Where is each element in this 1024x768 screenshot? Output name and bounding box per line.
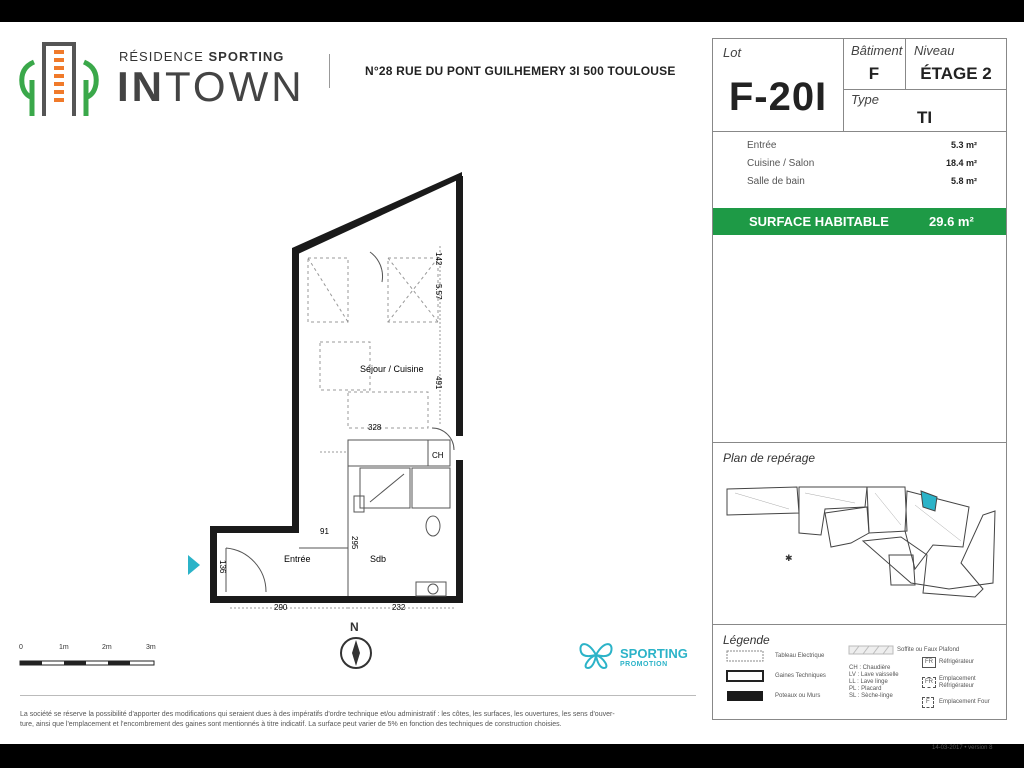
lot-label: Lot [723,45,742,60]
soffite-hatch-icon [849,646,893,656]
scale-label-3: 3m [146,644,156,651]
sporting-brand: SPORTING [620,646,688,661]
room-sdb-label: Sdb [370,554,387,564]
batiment-value: F [868,64,880,83]
plan-reperage-label: Plan de repérage [723,451,816,465]
residence-title [119,49,284,64]
room-area: 5.3 m² [950,140,977,150]
label-ch: CH [432,451,444,460]
abbrev-lv: LV : Lave vaisselle [849,672,899,678]
disclaimer [20,710,700,730]
type-value: TI [916,108,933,127]
abbrev-pl: PL : Placard [849,686,882,692]
legend-empl-refrig [939,676,976,690]
niveau-label: Niveau [914,43,955,58]
legend-f-box: F [922,697,934,708]
room-row [747,176,977,187]
room-name: Cuisine / Salon [747,158,815,169]
legend-soffite: Soffite ou Faux Plafond [897,647,960,653]
abbrev-ch: CH : Chaudière [849,665,891,671]
scale-label-0: 0 [19,644,23,651]
disclaimer-line-2: ture, ainsi que l'emplacement et l'encombrement des gaines sont mentionnés à titre indicatif. La surface peut varier de 5% en fonction des techniques de construction choisies. [20,721,562,728]
floor-plan [200,162,480,612]
batiment-label: Bâtiment [851,43,903,58]
legend-fr-box: FR [922,657,936,668]
surface-label: SURFACE HABITABLE [749,214,889,229]
map-marker-icon: ✱ [785,553,793,563]
entry-arrow-icon [188,555,202,575]
divider-legende [713,624,1006,625]
niveau-value: ÉTAGE 2 [920,64,992,83]
dim-142: 142 [434,252,443,266]
butterfly-logo-icon [578,640,616,670]
legend-symbols [727,649,767,709]
dim-232: 232 [392,603,406,612]
dim-328: 328 [368,423,382,432]
room-area: 5.8 m² [950,176,977,186]
lot-number: F-20I [728,75,828,119]
divider-plan [713,442,1006,443]
compass-n-label: N [350,620,359,634]
disclaimer-line-1: La société se réserve la possibilité d'apporter des modifications qui seraient dues à des impératifs d'ordre technique et/ou administratif : les côtes, les surfaces, les ouvertures, les sens d'ouver- [20,711,615,718]
type-cell [843,90,1006,132]
legend-refrigerateur: Réfrigérateur [939,659,975,665]
room-name: Entrée [747,140,777,151]
room-entree-label: Entrée [284,554,311,564]
scale-bar [20,655,156,669]
legend-tableau: Tableau Electrique [775,653,825,659]
legend-fr-empl-box: FR [922,677,936,688]
niveau-cell [906,39,1006,90]
room-sejour-label: Séjour / Cuisine [360,364,424,374]
logo-town: TOWN [165,63,305,110]
address: N°28 RUE DU PONT GUILHEMERY 3I 500 TOULOUSE [365,64,676,78]
legende-title: Légende [723,633,770,647]
empl-refrig-line-1: Emplacement [939,676,976,682]
legend-abbrevs [849,665,899,700]
residence-brand: SPORTING [208,49,285,64]
version-label: 14-03-2017 • version 8 [932,745,993,751]
dim-491: 491 [434,376,443,390]
empl-refrig-line-2: Réfrigérateur [939,683,975,689]
footer-divider [20,695,696,696]
interior-lines [226,252,454,596]
surface-habitable-bar [713,208,1006,235]
room-row [747,140,977,151]
batiment-cell [843,39,906,90]
site-plan-map [725,485,997,609]
furniture [308,258,438,428]
dim-557: 5.57 [434,284,443,300]
scale-label-1: 1m [59,644,69,651]
legend-poteaux: Poteaux ou Murs [775,693,821,699]
type-label: Type [851,92,879,107]
plan-walls [210,172,463,603]
dim-136: 136 [218,560,227,574]
plan-sheet [0,22,1024,751]
dim-91: 91 [320,527,329,536]
dim-290: 290 [274,603,288,612]
legend-empl-four: Emplacement Four [939,699,990,705]
logo-in: IN [117,63,165,110]
residence-prefix: RÉSIDENCE [119,49,204,64]
compass-icon [339,636,375,672]
room-row [747,158,977,169]
abbrev-ll: LL : Lave linge [849,679,888,685]
scale-label-2: 2m [102,644,112,651]
lot-cell [713,39,844,132]
surface-value: 29.6 m² [929,214,974,229]
room-area: 18.4 m² [945,158,977,168]
header-divider [329,54,330,88]
room-name: Salle de bain [747,176,805,187]
dim-lines [230,246,456,608]
legend-gaines: Gaines Techniques [775,673,826,679]
sporting-promotion-sub: PROMOTION [620,661,668,668]
lot-info-box [712,38,1007,720]
abbrev-sl: SL : Sèche-linge [849,693,893,699]
residence-logo-icon [16,40,102,118]
dim-295: 295 [350,536,359,550]
intown-logo [117,63,305,110]
